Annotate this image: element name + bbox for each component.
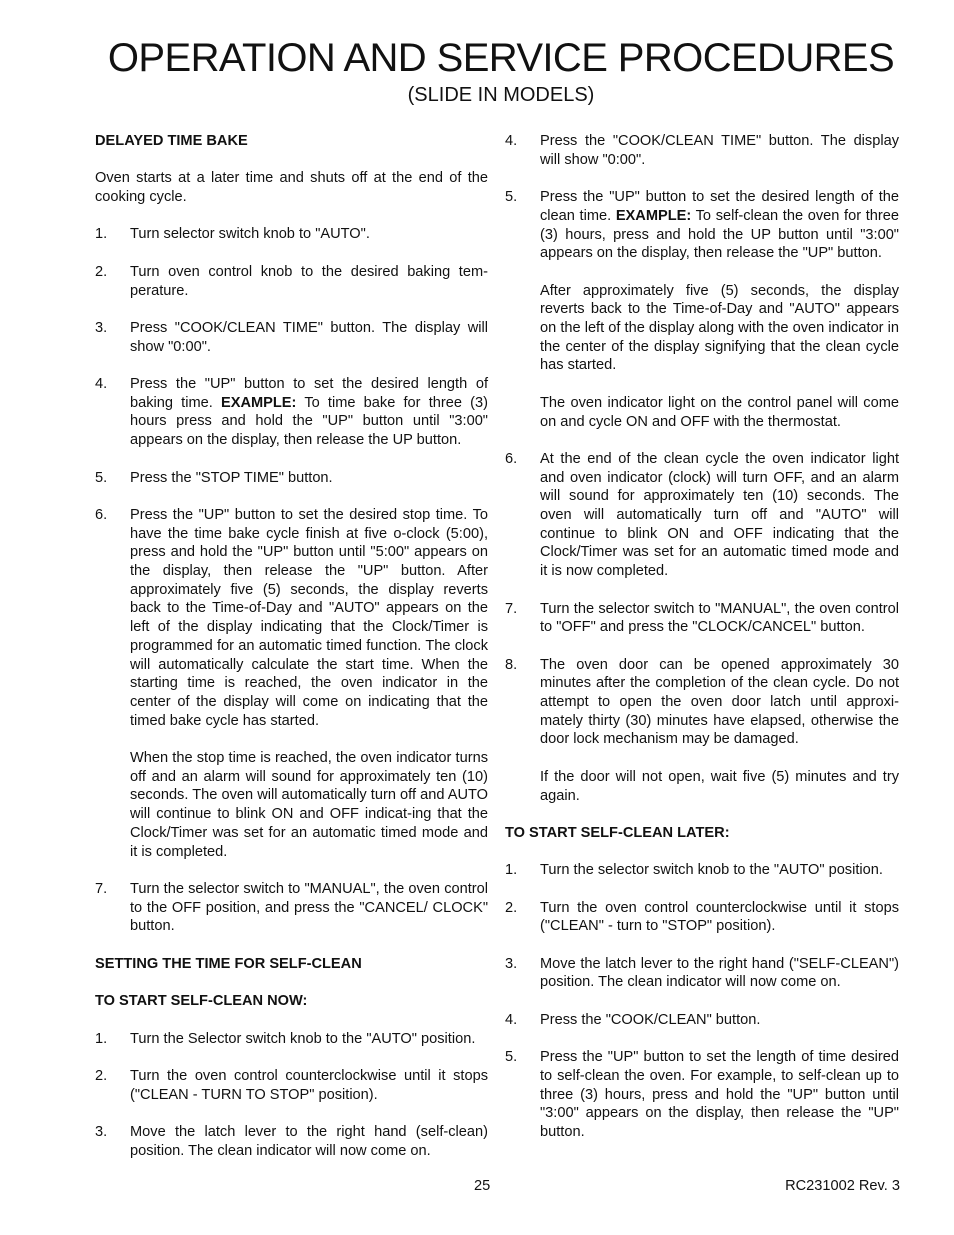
list-item	[505, 450, 899, 581]
list-item	[505, 132, 899, 169]
document-revision: RC231002 Rev. 3	[785, 1178, 900, 1194]
list-item	[505, 899, 899, 936]
step-text: Press the "COOK/CLEAN" button.	[540, 1011, 761, 1028]
step-text: Move the latch lever to the right hand (self-clean) position. The clean indicator will now come on.	[130, 1124, 488, 1159]
step-paragraph: After approximately five (5) seconds, the display reverts back to the Time-of-Day and "AUTO" appears on the left of the display along with the oven indicator in the center of the display signifying that the clean cycle has started.	[540, 282, 899, 374]
step-number: 8.	[505, 656, 518, 673]
step-text-part: To self-clean the oven for three (3) hours, press and hold the UP button until "3:00" appears on the display, then release the "UP" button.	[540, 207, 899, 262]
list-item	[95, 506, 488, 861]
step-text: Turn selector switch knob to "AUTO".	[130, 226, 370, 243]
step-text: Turn the oven control counterclockwise until it stops ("CLEAN - TURN TO STOP" position).	[130, 1067, 488, 1103]
list-item	[95, 469, 488, 488]
step-number: 4.	[505, 133, 518, 149]
step-number: 4.	[505, 1011, 518, 1028]
step-number: 3.	[95, 1124, 108, 1141]
list-item	[505, 1048, 899, 1142]
step-number: 5.	[505, 189, 518, 206]
page-subtitle: (SLIDE IN MODELS)	[407, 84, 595, 106]
list-item	[95, 375, 488, 450]
list-item	[95, 263, 488, 300]
self-clean-later-heading: TO START SELF-CLEAN LATER:	[505, 824, 730, 841]
step-text: Turn the selector switch to "MANUAL", the oven control to "OFF" and press the "CLOCK/CANCEL" button.	[540, 600, 899, 636]
list-item	[505, 1011, 899, 1030]
step-number: 3.	[505, 955, 518, 972]
page-title: OPERATION AND SERVICE PROCEDURES	[107, 36, 895, 80]
step-text: Turn oven control knob to the desired baking tem-perature.	[130, 263, 488, 299]
step-number: 5.	[95, 469, 108, 486]
list-item	[505, 188, 899, 431]
step-paragraph: The oven door can be opened approximately 30 minutes after the completion of the clean cycle. Do not attempt to open the oven door latch until approxi-mately thirty (30) minutes have elapsed, otherwise the door lock mechanism may be damaged.	[540, 656, 899, 748]
right-column	[505, 132, 899, 1160]
list-item	[95, 1030, 488, 1049]
step-number: 7.	[95, 880, 108, 897]
step-text: Press the "STOP TIME" button.	[130, 469, 333, 486]
step-number: 2.	[505, 899, 518, 916]
list-item	[505, 955, 899, 992]
left-column	[95, 132, 488, 1179]
step-number: 4.	[95, 376, 108, 393]
step-number: 1.	[505, 862, 518, 879]
step-text: Turn the selector switch to "MANUAL", the oven control to the OFF position, and press the "CANCEL/ CLOCK" button.	[130, 880, 488, 935]
step-text	[130, 506, 488, 861]
self-clean-heading: SETTING THE TIME FOR SELF-CLEAN	[95, 955, 362, 972]
step-text	[540, 188, 899, 431]
step-number: 2.	[95, 263, 108, 280]
step-number: 3.	[95, 319, 108, 336]
step-text: Move the latch lever to the right hand ("SELF-CLEAN") position. The clean indicator will now come on.	[540, 955, 899, 991]
step-text-part: To time bake for three (3) hours press and hold the "UP" button until "3:00" appears on the display, then release the UP button.	[130, 394, 488, 449]
step-text-part: Press the "UP" button to set the desired length of the clean time.	[540, 189, 899, 224]
step-text	[540, 656, 899, 806]
self-clean-now-heading: TO START SELF-CLEAN NOW:	[95, 993, 308, 1010]
step-text	[130, 375, 488, 450]
list-item	[95, 880, 488, 936]
list-item	[95, 225, 488, 244]
delayed-time-bake-heading: DELAYED TIME BAKE	[95, 133, 248, 149]
list-item	[505, 861, 899, 880]
step-number: 5.	[505, 1049, 518, 1066]
step-text: At the end of the clean cycle the oven indicator light and oven indicator (clock) will turn OFF, and an alarm will sound for approximately ten (10) seconds. The oven will automatically turn off and "AUTO" will continue to blink ON and OFF indicating that the Clock/Timer was set for an automatic timed mode and it is now completed.	[540, 450, 899, 580]
step-number: 2.	[95, 1067, 108, 1084]
step-paragraph: If the door will not open, wait five (5) minutes and try again.	[540, 768, 899, 804]
example-label: EXAMPLE:	[615, 207, 692, 224]
page-number: 25	[474, 1178, 491, 1194]
step-number: 7.	[505, 600, 518, 617]
step-text: Turn the Selector switch knob to the "AUTO" position.	[130, 1030, 476, 1047]
list-item	[95, 319, 488, 356]
list-item	[95, 1067, 488, 1104]
step-number: 6.	[505, 450, 518, 467]
step-number: 1.	[95, 1030, 108, 1047]
example-label: EXAMPLE:	[221, 394, 297, 411]
step-paragraph: The oven indicator light on the control panel will come on and cycle ON and OFF with the thermostat.	[540, 394, 899, 430]
step-paragraph	[540, 188, 899, 263]
step-text: Press the "UP" button to set the length of time desired to self-clean the oven. For example, to self-clean up to three (3) hours, press and hold the "UP" button until "3:00" appears on the display, then release the "UP" button.	[540, 1049, 899, 1141]
step-number: 6.	[95, 506, 108, 523]
step-text: Press the "COOK/CLEAN TIME" button. The display will show "0:00".	[540, 133, 899, 168]
list-item	[505, 656, 899, 806]
step-paragraph: Press the "UP" button to set the desired stop time. To have the time bake cycle finish at five o-clock (5:00), press and hold the "UP" button until "5:00" appears on the display, then release the "UP" button. After approximately five (5) seconds, the display reverts back to the Time-of-Day and "AUTO" appears on the left of the display indicating that the Clock/Timer is programmed for an automatic timed function. The clock will automatically calculate the start time. When the starting time is reached, the oven indicator in the center of the display will come on indicating that the timed bake cycle has started.	[130, 506, 488, 729]
list-item	[505, 600, 899, 637]
delayed-time-bake-intro: Oven starts at a later time and shuts off at the end of the cooking cycle.	[95, 170, 488, 206]
step-number: 1.	[95, 226, 108, 243]
step-text: Press "COOK/CLEAN TIME" button. The display will show "0:00".	[130, 319, 488, 355]
step-text-part: Press the "UP" button to set the desired length of baking time.	[130, 376, 488, 411]
list-item	[95, 1123, 488, 1160]
step-text: Turn the oven control counterclockwise until it stops ("CLEAN" - turn to "STOP" position).	[540, 899, 899, 935]
step-paragraph: When the stop time is reached, the oven indicator turns off and an alarm will sound for approximately ten (10) seconds. The oven will automatically turn off and AUTO will continue to blink ON and OFF indicat-ing that the Clock/Timer was set for an automatic timed mode and it is completed.	[130, 750, 488, 860]
step-text: Turn the selector switch knob to the "AUTO" position.	[540, 862, 883, 879]
